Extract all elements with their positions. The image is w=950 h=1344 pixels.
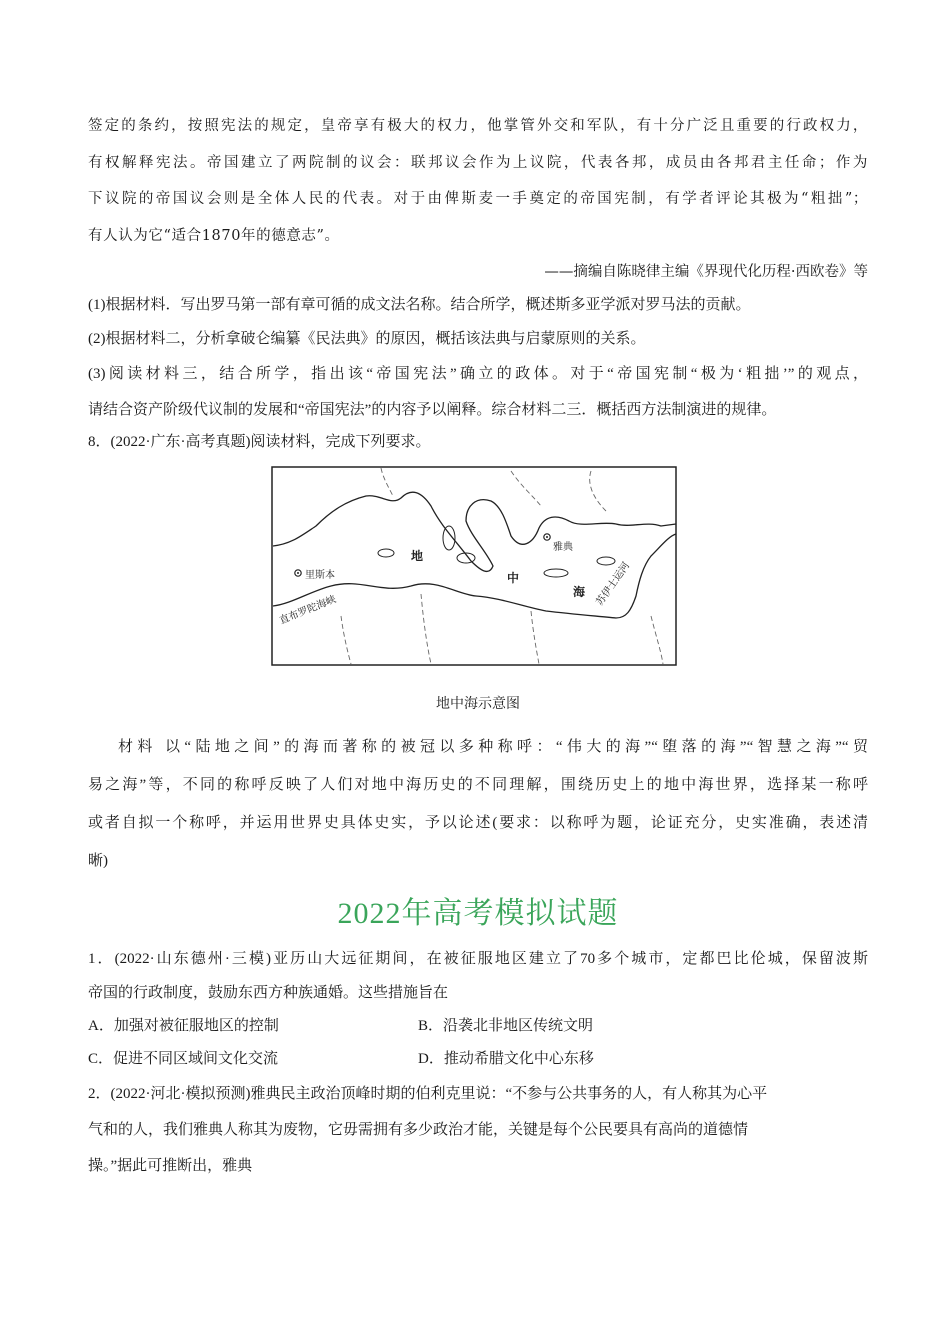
mc-question-1 <box>88 942 868 1076</box>
mc1-options-row <box>88 1010 868 1043</box>
mc1-options-row <box>88 1043 868 1076</box>
question-1: (1)根据材料．写出罗马第一部有章可循的成文法名称。结合所学，概述斯多亚学派对罗马法的贡献。 <box>88 297 751 313</box>
map-label-lisbon: 里斯本 <box>305 570 335 581</box>
map-label-gibraltar: 直布罗陀海峡 <box>278 594 338 627</box>
mc2-stem-line: 气和的人，我们雅典人称其为废物，它毋需拥有多少政治才能，关键是每个公民要具有高尚的道德情 <box>88 1122 749 1138</box>
page-content <box>88 108 868 1184</box>
material-line: 晰) <box>88 853 108 869</box>
material-three-line: 有权解释宪法。帝国建立了两院制的议会：联邦议会作为上议院，代表各邦，成员由各邦君主任命；作为 <box>88 154 868 171</box>
mc1-option-d[interactable]: D．推动希腊文化中心东移 <box>418 1051 594 1067</box>
material-three-line: 有人认为它“适合1870年的德意志”。 <box>88 227 340 244</box>
question-3-line: (3)阅读材料三，结合所学，指出该“帝国宪法”确立的政体。对于“帝国宪制“极为‘粗拙’”的观点， <box>88 366 868 382</box>
map-label-hai: 海 <box>573 585 586 599</box>
material-three-line: 下议院的帝国议会则是全体人民的代表。对于由俾斯麦一手奠定的帝国宪制，有学者评论其极为“粗拙”； <box>88 191 868 207</box>
mc1-option-c[interactable]: C．促进不同区域间文化交流 <box>88 1051 279 1067</box>
mc1-option-a[interactable]: A．加强对被征服地区的控制 <box>88 1018 279 1034</box>
mc1-stem-line: 帝国的行政制度，鼓励东西方种族通婚。这些措施旨在 <box>88 985 449 1001</box>
section-title: 2022年高考模拟试题 <box>337 897 619 930</box>
material-line: 材料 以“陆地之间”的海而著称的被冠以多种称呼：“伟大的海”“堕落的海”“智慧之海”“贸 <box>118 739 868 755</box>
mc2-stem-line: 操。”据此可推断出，雅典 <box>88 1158 253 1174</box>
question-8-title: 8．(2022·广东·高考真题)阅读材料，完成下列要求。 <box>88 434 431 450</box>
mc1-stem-line: 1．(2022·山东德州·三模)亚历山大远征期间，在被征服地区建立了70多个城市，定都巴比伦城，保留波斯 <box>88 951 868 967</box>
map-figure <box>271 466 677 666</box>
mediterranean-map <box>271 466 677 666</box>
mc2-stem-line: 2．(2022·河北·模拟预测)雅典民主政治顶峰时期的伯利克里说：“不参与公共事务的人，有人称其为心平 <box>88 1086 768 1102</box>
material-line: 或者自拟一个称呼，并运用世界史具体史实，予以论述(要求：以称呼为题，论证充分，史实准确，表述清 <box>88 815 868 831</box>
map-label-suez: 苏伊士运河 <box>594 560 633 608</box>
map-label-zhong: 中 <box>507 571 520 585</box>
material-text <box>88 728 868 880</box>
material-three <box>88 108 868 290</box>
map-label-di: 地 <box>411 549 424 563</box>
material-three-line: 签定的条约，按照宪法的规定，皇帝享有极大的权力，他掌管外交和军队，有十分广泛且重要的行政权力， <box>88 118 868 134</box>
material-line: 易之海”等，不同的称呼反映了人们对地中海历史的不同理解，围绕历史上的地中海世界，选择某一称呼 <box>88 777 868 793</box>
mc1-option-b[interactable]: B．沿袭北非地区传统文明 <box>418 1018 594 1034</box>
mc-question-2 <box>88 1076 868 1184</box>
question-list <box>88 288 868 456</box>
question-2: (2)根据材料二，分析拿破仑编纂《民法典》的原因，概括该法典与启蒙原则的关系。 <box>88 331 646 347</box>
map-label-athens: 雅典 <box>553 542 573 553</box>
question-3-line: 请结合资产阶级代议制的发展和“帝国宪法”的内容予以阐释。综合材料二三．概括西方法制演进的规律。 <box>88 402 777 418</box>
map-caption: 地中海示意图 <box>436 696 520 712</box>
material-source: ——摘编自陈晓律主编《界现代化历程·西欧卷》等 <box>544 264 868 280</box>
